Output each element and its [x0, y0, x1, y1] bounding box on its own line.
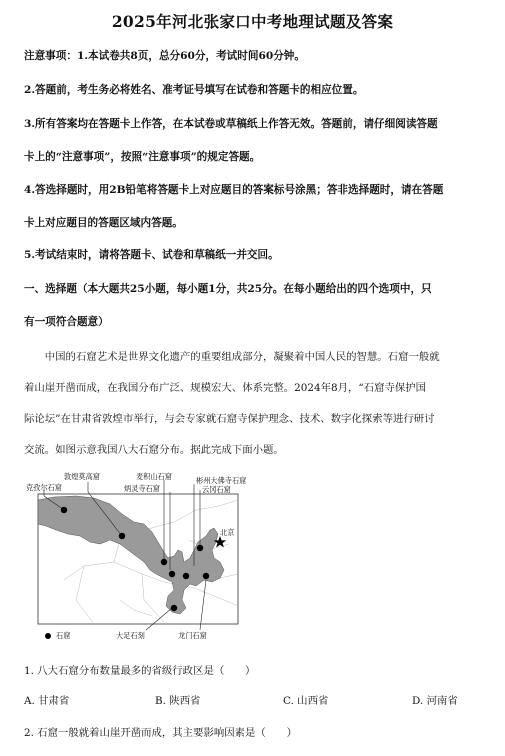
label-longmen: 龙门石窟 [178, 631, 207, 640]
q1-option-d: D. 河南省 [412, 695, 458, 707]
grotto-dot-dazu [171, 605, 177, 611]
notice-line-1: 注意事项：1.本试卷共8页，总分60分，考试时间60分钟。 [24, 50, 305, 62]
section-heading-1: 一、选择题（本大题共25小题，每小题1分，共25分。在每小题给出的四个选项中，只 [24, 283, 432, 295]
notice-line-6: 卡上对应题目的答题区域内答题。 [24, 217, 183, 229]
legend-dot [45, 633, 51, 639]
passage-line-3: 际论坛”在甘肃省敦煌市举行，与会专家就石窟寺保护理念、技术、数字化探索等进行研讨 [24, 413, 435, 425]
question-1: 1. 八大石窟分布数量最多的省级行政区是（ ） [24, 665, 256, 677]
map-graphic [24, 470, 254, 645]
grottoes-map [24, 470, 254, 645]
passage-line-1: 中国的石窟艺术是世界文化遗产的重要组成部分，凝聚着中国人民的智慧。石窟一般就 [24, 351, 440, 363]
page-title: 2025年河北张家口中考地理试题及答案 [111, 12, 394, 31]
grotto-dot-binzhou [183, 573, 189, 579]
label-beijing: 北京 [220, 528, 235, 537]
notice-line-3: 3.所有答案均在答题卡上作答，在本试卷或草稿纸上作答无效。答题前，请仔细阅读答题 [24, 118, 438, 130]
grotto-dot-longmen [203, 573, 209, 579]
notice-line-5: 4.答选择题时，用2B铅笔将答题卡上对应题目的答案标号涂黑；答非选择题时，请在答题 [24, 184, 444, 196]
label-kizil: 克孜尔石窟 [26, 483, 62, 492]
label-dunhuang: 敦煌莫高窟 [64, 472, 100, 481]
label-binzhou: 彬州大佛寺石窟 [196, 476, 247, 485]
grotto-dot-bingling [161, 559, 167, 565]
grotto-dot-yungang [197, 545, 203, 551]
notice-line-7: 5.考试结束时，请将答题卡、试卷和草稿纸一并交回。 [24, 249, 279, 261]
label-yungang: 云冈石窟 [202, 485, 231, 494]
label-dazu: 大足石刻 [116, 631, 145, 640]
legend-label: 石窟 [56, 631, 71, 640]
question-2: 2. 石窟一般就着山崖开凿而成，其主要影响因素是（ ） [24, 727, 297, 739]
section-heading-2: 有一项符合题意） [24, 316, 109, 328]
grotto-dot-kizil [61, 507, 67, 513]
notice-line-4: 卡上的“注意事项”，按照“注意事项”的规定答题。 [24, 151, 261, 163]
label-bingling: 炳灵寺石窟 [124, 484, 160, 493]
passage-line-2: 着山崖开凿而成，在我国分布广泛、规模宏大、体系完整。2024年8月，“石窟寺保护国 [24, 382, 427, 394]
notice-line-2: 2.答题前，考生务必将姓名、准考证号填写在试卷和答题卡的相应位置。 [24, 84, 364, 96]
grotto-dot-maijishan [169, 571, 175, 577]
grotto-dot-dunhuang [119, 533, 125, 539]
q1-option-a: A. 甘肃省 [24, 695, 70, 707]
passage-line-4: 交流。如图示意我国八大石窟分布。据此完成下面小题。 [24, 444, 284, 456]
label-maijishan: 麦积山石窟 [136, 472, 172, 481]
q1-option-c: C. 山西省 [283, 695, 329, 707]
q1-option-b: B. 陕西省 [155, 695, 201, 707]
